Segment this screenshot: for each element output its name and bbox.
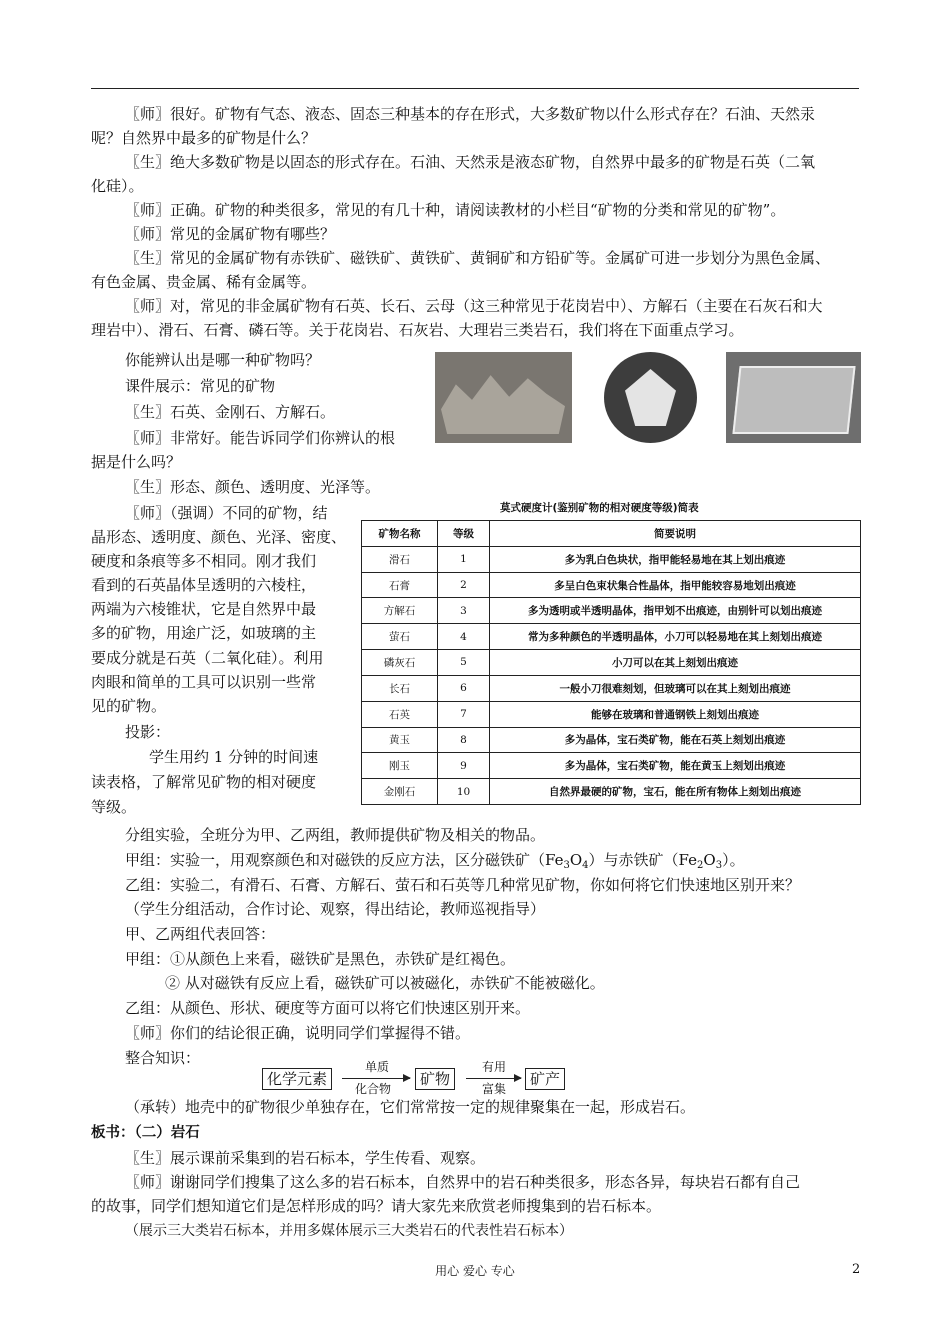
description: 多为晶体，宝石类矿物，能在黄玉上刻划出痕迹 <box>490 753 861 779</box>
paragraph-line: 学生用约 1 分钟的时间速 <box>149 748 319 766</box>
mineral-name: 萤石 <box>362 624 438 650</box>
hardness-table <box>361 520 861 805</box>
mineral-name: 滑石 <box>362 546 438 572</box>
flow-label-top: 有用 <box>482 1060 507 1074</box>
paragraph-line: （承转）地壳中的矿物很少单独存在，它们常常按一定的规律聚集在一起，形成岩石。 <box>125 1098 696 1116</box>
paragraph-line: 两端为六棱锥状，它是自然界中最 <box>91 600 317 618</box>
table-row <box>362 624 861 650</box>
description: 多为乳白色块状，指甲能轻易地在其上划出痕迹 <box>490 546 861 572</box>
paragraph-line: 理岩中）、滑石、石膏、磷石等。关于花岗岩、石灰岩、大理岩三类岩石，我们将在下面重点学习。 <box>91 321 744 339</box>
paragraph-line: 〖生〗展示课前采集到的岩石标本，学生传看、观察。 <box>125 1149 486 1167</box>
table-row <box>362 650 861 676</box>
hardness-grade: 4 <box>438 624 490 650</box>
mineral-name: 石膏 <box>362 572 438 598</box>
table-row <box>362 727 861 753</box>
flow-label-top: 单质 <box>365 1060 390 1074</box>
paragraph-line: 〖师〗非常好。能告诉同学们你辨认的根 <box>125 429 396 447</box>
paragraph-line: 等级。 <box>91 798 137 816</box>
paragraph-line: （学生分组活动，合作讨论、观察，得出结论，教师巡视指导） <box>125 900 546 918</box>
arrow-right-icon <box>466 1078 521 1079</box>
mineral-name: 刚玉 <box>362 753 438 779</box>
paragraph-line: 分组实验，全班分为甲、乙两组，教师提供矿物及相关的物品。 <box>125 826 546 844</box>
paragraph-line: （展示三大类岩石标本，并用多媒体展示三大类岩石的代表性岩石标本） <box>125 1223 573 1239</box>
flow-node-mineral: 矿物 <box>415 1068 455 1090</box>
group-a-experiment-line: 甲组：实验一，用观察颜色和对磁铁的反应方法，区分磁铁矿$(Fe_3O_4)$与赤铁矿$(Fe_2O_3)$。 <box>125 851 745 871</box>
paragraph-line: 你能辨认出是哪一种矿物吗？ <box>125 351 321 369</box>
calcite-photo <box>726 352 861 443</box>
paragraph-line: 要成分就是石英（二氧化硅）。利用 <box>91 649 324 667</box>
knowledge-flow-diagram <box>262 1060 572 1100</box>
mineral-name: 磷灰石 <box>362 650 438 676</box>
flow-node-elements: 化学元素 <box>262 1068 332 1090</box>
table-row <box>362 546 861 572</box>
paragraph-line: 〖师〗对，常见的非金属矿物有石英、长石、云母（这三种常见于花岗岩中）、方解石（主要在石灰石和大 <box>125 297 823 315</box>
paragraph-line: 肉眼和简单的工具可以识别一些常 <box>91 673 317 691</box>
column-header: 矿物名称 <box>362 521 438 547</box>
table-row <box>362 779 861 805</box>
description: 多为透明或半透明晶体，指甲划不出痕迹，由别针可以划出痕迹 <box>490 598 861 624</box>
description: 一般小刀很难刻划，但玻璃可以在其上刻划出痕迹 <box>490 675 861 701</box>
paragraph-line: 整合知识： <box>125 1049 201 1067</box>
mineral-name: 长石 <box>362 675 438 701</box>
hardness-grade: 1 <box>438 546 490 572</box>
quartz-photo <box>435 352 572 443</box>
table-row <box>362 572 861 598</box>
description: 小刀可以在其上刻划出痕迹 <box>490 650 861 676</box>
table-row <box>362 598 861 624</box>
hardness-grade: 10 <box>438 779 490 805</box>
paragraph-line: 〖师〗很好。矿物有气态、液态、固态三种基本的存在形式，大多数矿物以什么形式存在？石油、天然汞 <box>125 105 816 123</box>
page-number: 2 <box>852 1262 861 1277</box>
table-row <box>362 701 861 727</box>
board-heading: 板书：（二）岩石 <box>91 1125 200 1141</box>
column-header: 等级 <box>438 521 490 547</box>
paragraph-line: 〖生〗常见的金属矿物有赤铁矿、磁铁矿、黄铁矿、黄铜矿和方铅矿等。金属矿可进一步划分为黑色金属、 <box>125 249 831 267</box>
footer-motto: 用心 爱心 专心 <box>435 1264 515 1278</box>
paragraph-line: 硬度和条痕等多不相同。刚才我们 <box>91 552 317 570</box>
hardness-grade: 5 <box>438 650 490 676</box>
paragraph-line: 〖生〗形态、颜色、透明度、光泽等。 <box>125 478 381 496</box>
mineral-name: 方解石 <box>362 598 438 624</box>
paragraph-line: 〖生〗绝大多数矿物是以固态的形式存在。石油、天然汞是液态矿物，自然界中最多的矿物是石英（二氧 <box>125 153 816 171</box>
paragraph-line: 投影： <box>125 723 171 741</box>
paragraph-line: 晶形态、透明度、颜色、光泽、密度、 <box>91 528 347 546</box>
paragraph-line: 看到的石英晶体呈透明的六棱柱， <box>91 576 317 594</box>
paragraph-line: 〖师〗常见的金属矿物有哪些？ <box>125 225 336 243</box>
diamond-photo <box>604 352 697 443</box>
mineral-name: 金刚石 <box>362 779 438 805</box>
paragraph-line: 甲组：①从颜色上来看，磁铁矿是黑色，赤铁矿是红褐色。 <box>125 950 516 968</box>
paragraph-line: 呢？自然界中最多的矿物是什么？ <box>91 129 317 147</box>
paragraph-line: 〖师〗正确。矿物的种类很多，常见的有几十种，请阅读教材的小栏目“矿物的分类和常见的矿物”。 <box>125 201 786 219</box>
arrow-right-icon <box>342 1078 410 1079</box>
paragraph-line: 甲、乙两组代表回答： <box>125 925 276 943</box>
hardness-grade: 3 <box>438 598 490 624</box>
paragraph-line: 乙组：实验二，有滑石、石膏、方解石、萤石和石英等几种常见矿物，你如何将它们快速地区别开来？ <box>125 876 801 894</box>
description: 多为晶体，宝石类矿物，能在石英上刻划出痕迹 <box>490 727 861 753</box>
flow-label-bottom: 富集 <box>482 1082 507 1096</box>
hardness-table-title: 莫式硬度计(鉴别矿物的相对硬度等级)简表 <box>500 502 699 514</box>
paragraph-line: 乙组：从颜色、形状、硬度等方面可以将它们快速区别开来。 <box>125 999 531 1017</box>
column-header: 简要说明 <box>490 521 861 547</box>
description: 常为多种颜色的半透明晶体，小刀可以轻易地在其上刻划出痕迹 <box>490 624 861 650</box>
paragraph-line: 〖师〗你们的结论很正确，说明同学们掌握得不错。 <box>125 1024 471 1042</box>
hardness-grade: 2 <box>438 572 490 598</box>
description: 自然界最硬的矿物，宝石，能在所有物体上刻划出痕迹 <box>490 779 861 805</box>
paragraph-line: 课件展示：常见的矿物 <box>125 377 276 395</box>
flow-node-ore: 矿产 <box>525 1068 565 1090</box>
paragraph-line: ② 从对磁铁有反应上看，磁铁矿可以被磁化，赤铁矿不能被磁化。 <box>165 974 605 992</box>
table-header-row <box>362 521 861 547</box>
table-row <box>362 675 861 701</box>
paragraph-line: 化硅）。 <box>91 177 144 195</box>
paragraph-line: 〖师〗（强调）不同的矿物，结 <box>125 504 328 522</box>
paragraph-line: 多的矿物，用途广泛，如玻璃的主 <box>91 624 317 642</box>
paragraph-line: 〖生〗石英、金刚石、方解石。 <box>125 403 336 421</box>
description: 能够在玻璃和普通钢铁上刻划出痕迹 <box>490 701 861 727</box>
paragraph-line: 〖师〗谢谢同学们搜集了这么多的岩石标本，自然界中的岩石种类很多，形态各异，每块岩石都有自己 <box>125 1173 801 1191</box>
paragraph-line: 的故事，同学们想知道它们是怎样形成的吗？请大家先来欣赏老师搜集到的岩石标本。 <box>91 1197 662 1215</box>
header-rule <box>91 88 859 89</box>
paragraph-line: 读表格，了解常见矿物的相对硬度 <box>91 773 317 791</box>
hardness-grade: 6 <box>438 675 490 701</box>
mineral-name: 石英 <box>362 701 438 727</box>
description: 多呈白色束状集合性晶体，指甲能较容易地划出痕迹 <box>490 572 861 598</box>
paragraph-line: 据是什么吗？ <box>91 453 182 471</box>
hardness-grade: 7 <box>438 701 490 727</box>
paragraph-line: 见的矿物。 <box>91 697 167 715</box>
hardness-grade: 9 <box>438 753 490 779</box>
hardness-grade: 8 <box>438 727 490 753</box>
flow-label-bottom: 化合物 <box>355 1082 392 1096</box>
paragraph-line: 有色金属、贵金属、稀有金属等。 <box>91 273 317 291</box>
mineral-name: 黄玉 <box>362 727 438 753</box>
table-row <box>362 753 861 779</box>
